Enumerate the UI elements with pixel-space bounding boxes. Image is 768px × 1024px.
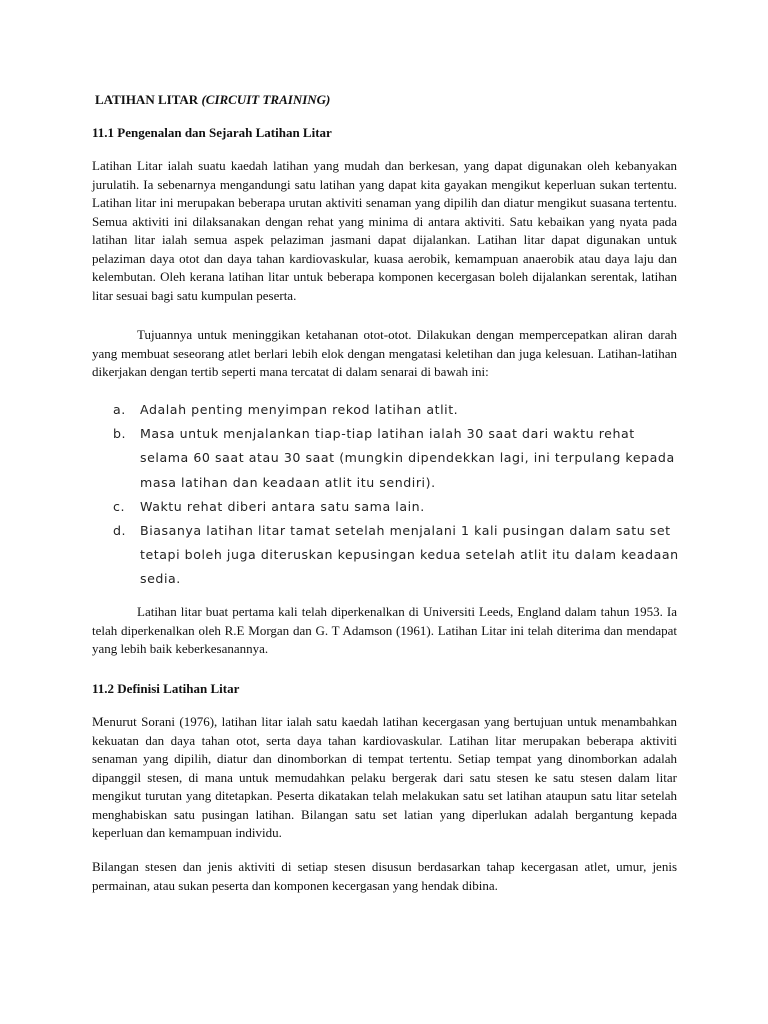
list-item — [113, 422, 683, 495]
section-heading-1: 11.1 Pengenalan dan Sejarah Latihan Litar — [92, 125, 332, 140]
paragraph-history: Latihan litar buat pertama kali telah diperkenalkan di Universiti Leeds, England dalam tahun 1953. Ia telah diperkenalkan oleh R.E Morgan dan G. T Adamson (1961). Latihan Litar ini telah diterima dan mendapat yang lebih baik keberkesanannya. — [92, 604, 677, 656]
paragraph-stations: Bilangan stesen dan jenis aktiviti di setiap stesen disusun berdasarkan tahap kecergasan atlet, umur, jenis permainan, atau sukan peserta dan komponen kecergasan yang hendak dibina. — [92, 859, 677, 893]
paragraph-purpose: Tujuannya untuk meninggikan ketahanan otot-otot. Dilakukan dengan mempercepatkan aliran darah yang membuat seseorang atlet berlari lebih elok dengan mengatasi keletihan dan juga kelesuan. Latihan-latihan dikerjakan dengan tertib seperti mana tercatat di dalam senarai di bawah ini: — [92, 327, 677, 379]
section-heading-2: 11.2 Definisi Latihan Litar — [92, 681, 240, 696]
document-title — [95, 92, 330, 108]
list-item — [113, 519, 683, 592]
list-marker: c. — [113, 498, 126, 514]
list-item-text: Masa untuk menjalankan tiap-tiap latihan ialah 30 saat dari waktu rehat selama 60 saat atau 30 saat (mungkin dipendekkan lagi, ini terpulang kepada masa latihan dan keadaan atlit itu sendiri). — [140, 426, 675, 490]
title-subtitle: (CIRCUIT TRAINING) — [201, 92, 331, 107]
paragraph-definition: Menurut Sorani (1976), latihan litar ialah satu kaedah latihan kecergasan yang bertujuan untuk menambahkan kekuatan dan daya tahan otot, serta daya tahan kardiovaskular. Latihan litar merupakan beberapa aktiviti senaman yang dipilih, diatur dan dinomborkan di tempat tertentu. Setiap tempat yang dinomborkan adalah dipanggil stesen, di mana untuk memudahkan pelaku bergerak dari satu stesen ke satu stesen dalam litar mengikut turutan yang ditetapkan. Peserta dikatakan telah melakukan satu set latihan ataupun satu litar setelah menghabiskan satu pusingan latihan. Bilangan satu set latian yang diperlukan adalah bergantung kepada keperluan dan kemampuan individu. — [92, 714, 677, 840]
list-item-text: Biasanya latihan litar tamat setelah menjalani 1 kali pusingan dalam satu set tetapi boleh juga diteruskan kepusingan kedua setelah atlit itu dalam keadaan sedia. — [140, 523, 679, 587]
list-marker: a. — [113, 402, 126, 417]
list-item — [113, 495, 683, 519]
list-item-text: Adalah penting menyimpan rekod latihan atlit. — [140, 402, 459, 417]
list-marker: b. — [113, 426, 127, 442]
title-main: LATIHAN LITAR — [95, 92, 199, 107]
list-marker: d. — [113, 523, 127, 539]
paragraph-intro: Latihan Litar ialah suatu kaedah latihan yang mudah dan berkesan, yang dapat digunakan oleh kebanyakan jurulatih. Ia sebenarnya mengandungi satu latihan yang dapat kita gayakan mengikut keperluan sukan tertentu. Latihan litar ini merupakan beberapa urutan aktiviti senaman yang dipilih dan diatur mengikut suasana tertentu. Semua aktiviti ini dilaksanakan dengan rehat yang minima di antara aktiviti. Satu kebaikan yang nyata pada latihan litar ialah semua aspek pelaziman jasmani dapat dijalankan. Latihan litar dapat digunakan untuk pelaziman daya otot dan daya tahan kardiovaskular, kuasa aerobik, kemampuan anaerobik atau daya laju dan kelembutan. Oleh kerana latihan litar untuk beberapa komponen kecergasan boleh dijalankan serentak, latihan litar sesuai bagi satu kumpulan peserta. — [92, 158, 677, 303]
list-item-text: Waktu rehat diberi antara satu sama lain. — [140, 498, 425, 514]
list-item — [113, 398, 683, 422]
training-list — [113, 398, 683, 592]
